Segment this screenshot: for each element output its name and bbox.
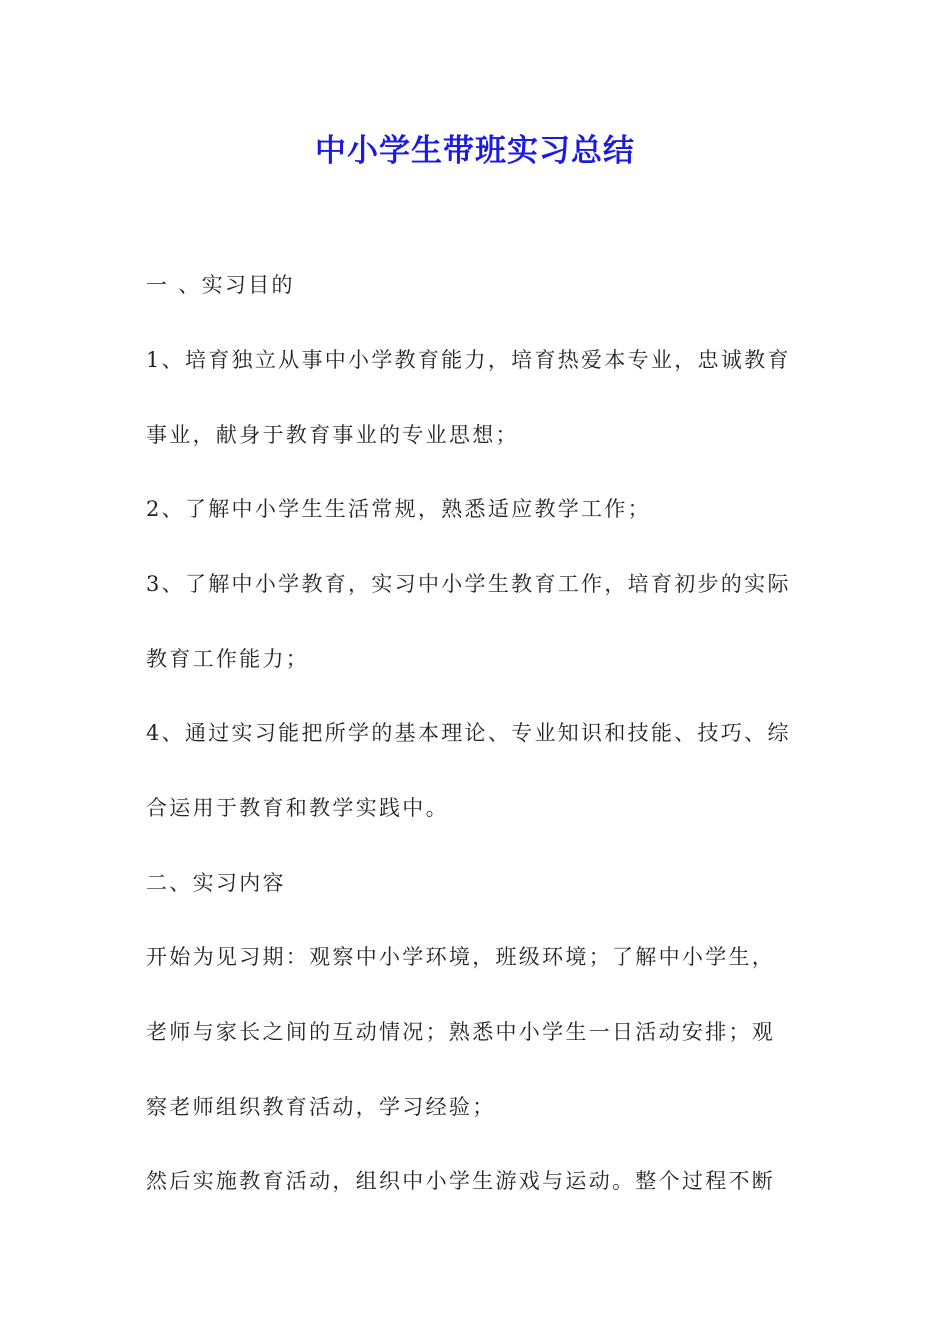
paragraph-line: 2、了解中小学生生活常规，熟悉适应教学工作； [146,497,651,521]
paragraph-line: 察老师组织教育活动，学习经验； [146,1095,496,1119]
paragraph-line: 事业，献身于教育事业的专业思想； [146,423,519,447]
paragraph-line: 1、培育独立从事中小学教育能力，培育热爱本专业，忠诚教育 [146,348,791,372]
paragraph-line: 教育工作能力； [146,647,310,671]
paragraph-line: 4、通过实习能把所学的基本理论、专业知识和技能、技巧、综 [146,721,791,745]
document-title: 中小学生带班实习总结 [315,133,635,169]
paragraph-line: 合运用于教育和教学实践中。 [146,796,449,820]
paragraph-line: 开始为见习期：观察中小学环境，班级环境；了解中小学生， [146,945,776,969]
section-heading-purpose: 一 、实习目的 [146,273,295,297]
paragraph-line: 老师与家长之间的互动情况；熟悉中小学生一日活动安排；观 [146,1020,776,1044]
paragraph-line: 然后实施教育活动，组织中小学生游戏与运动。整个过程不断 [146,1169,776,1193]
paragraph-line: 3、了解中小学教育，实习中小学生教育工作，培育初步的实际 [146,572,791,596]
section-heading-content: 二、实习内容 [146,871,286,895]
